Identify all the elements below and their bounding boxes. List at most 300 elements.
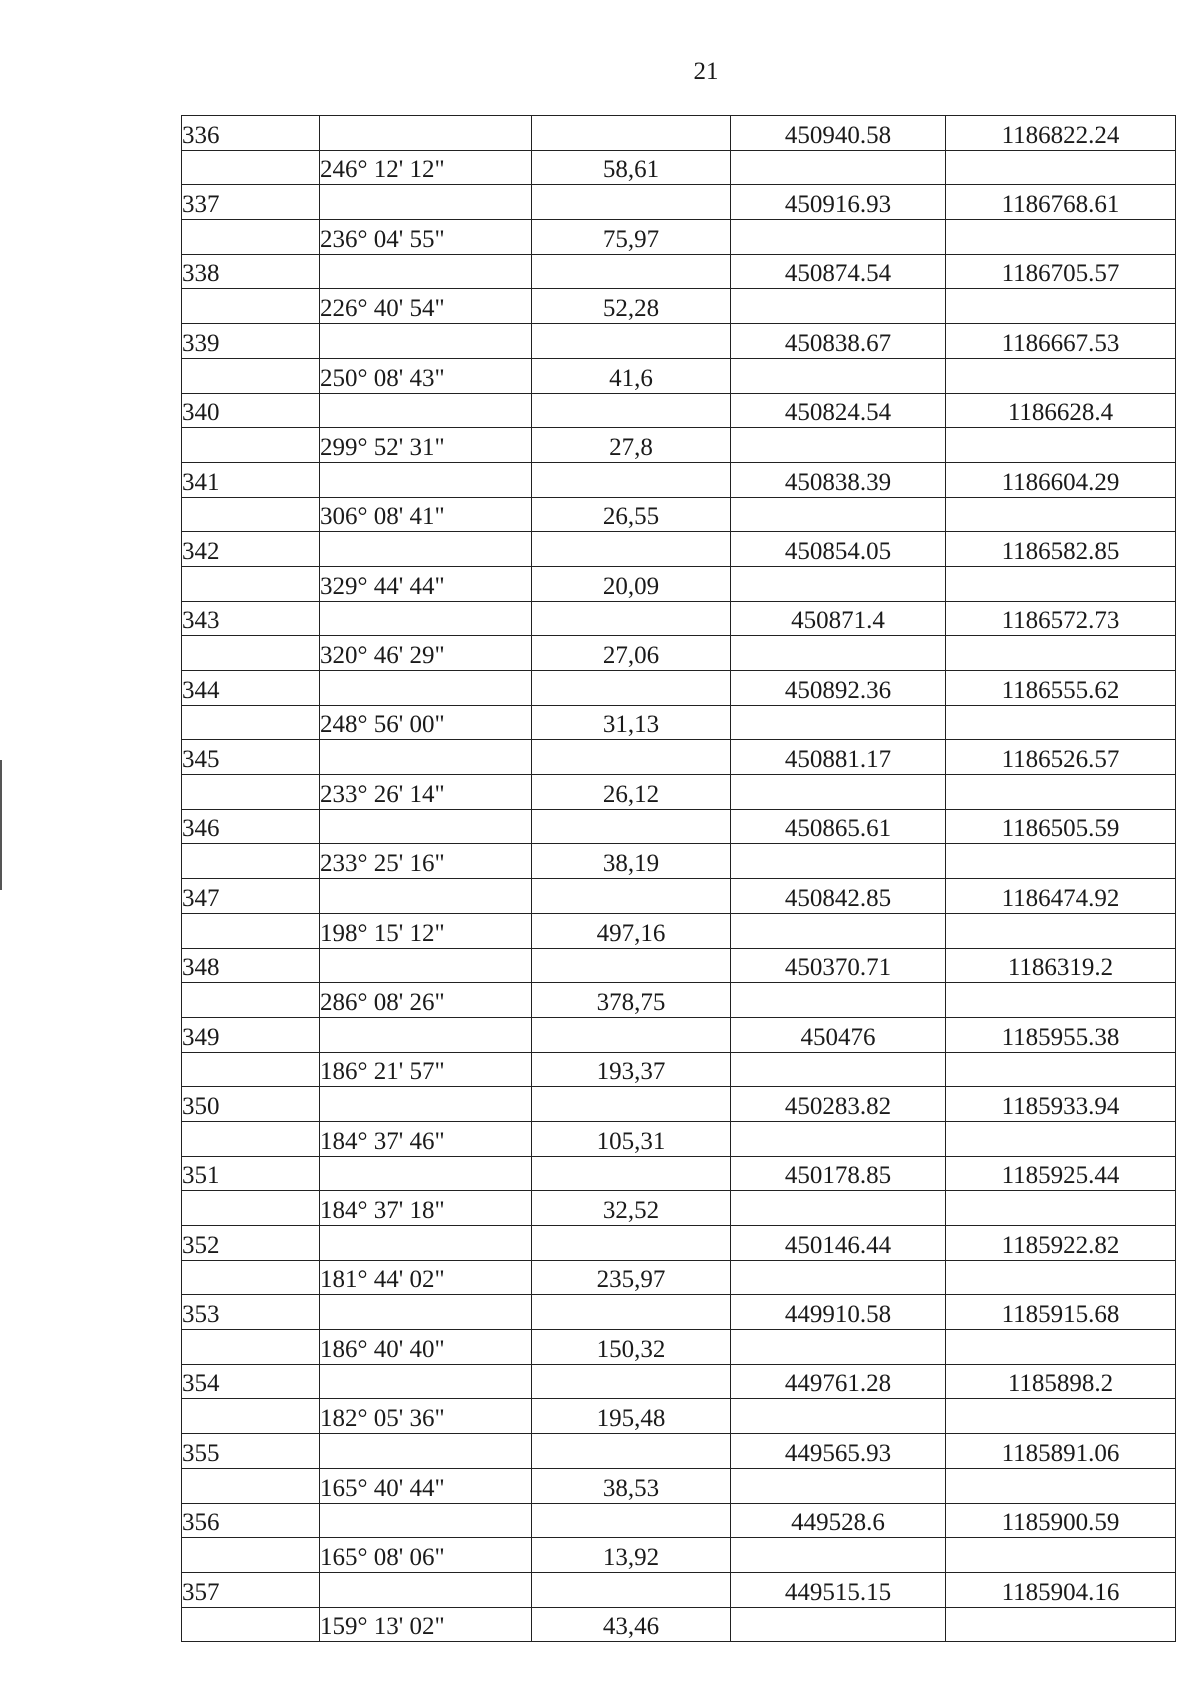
point-number-text: 339 [182, 329, 220, 357]
segment-row [182, 289, 1176, 324]
point-number-text: 336 [182, 121, 220, 149]
distance-text: 38,53 [602, 1474, 660, 1502]
bearing-angle-cell [320, 671, 532, 706]
distance-text: 32,52 [602, 1197, 660, 1224]
point-number-cell [182, 150, 320, 185]
segment-row [182, 983, 1176, 1018]
point-row [182, 1295, 1176, 1330]
y-coordinate-text: 1185898.2 [1007, 1370, 1114, 1398]
distance-text: 26,55 [602, 503, 660, 531]
distance-text: 58,61 [602, 156, 660, 184]
x-coordinate-text: 450871.4 [791, 607, 885, 635]
point-number-text: 345 [182, 746, 220, 774]
bearing-angle-cell [320, 1607, 532, 1642]
point-row [182, 116, 1176, 151]
bearing-angle-cell [320, 358, 532, 393]
distance-cell [532, 1260, 731, 1295]
x-coordinate-cell [731, 1434, 946, 1469]
point-number-cell [182, 1191, 320, 1226]
y-coordinate-text: 1185925.44 [1001, 1162, 1120, 1190]
point-row [182, 601, 1176, 636]
x-coordinate-text: 450865.61 [784, 815, 892, 843]
y-coordinate-text: 1186628.4 [1007, 399, 1114, 427]
y-coordinate-cell [946, 1503, 1176, 1538]
distance-cell [532, 566, 731, 601]
distance-cell [532, 254, 731, 289]
bearing-angle-cell [320, 1399, 532, 1434]
x-coordinate-cell [731, 1572, 946, 1607]
segment-row [182, 358, 1176, 393]
y-coordinate-cell [946, 358, 1176, 393]
bearing-angle-cell [320, 913, 532, 948]
distance-cell [532, 428, 731, 463]
segment-row [182, 220, 1176, 255]
x-coordinate-text: 450838.39 [784, 468, 892, 496]
y-coordinate-text: 1186768.61 [1001, 191, 1120, 219]
point-number-text: 344 [182, 676, 220, 704]
distance-cell [532, 1434, 731, 1469]
distance-cell [532, 1121, 731, 1156]
distance-cell [532, 1364, 731, 1399]
x-coordinate-text: 450881.17 [784, 746, 892, 774]
segment-row [182, 1330, 1176, 1365]
point-number-cell [182, 1364, 320, 1399]
distance-cell [532, 393, 731, 428]
bearing-angle-text: 181° 44' 02" [320, 1266, 445, 1294]
point-number-text: 346 [182, 815, 220, 843]
distance-cell [532, 1191, 731, 1226]
point-number-text: 340 [182, 399, 220, 427]
y-coordinate-text: 1185904.16 [1001, 1578, 1120, 1606]
y-coordinate-cell [946, 775, 1176, 810]
y-coordinate-cell [946, 601, 1176, 636]
point-row [182, 1434, 1176, 1469]
x-coordinate-cell [731, 1538, 946, 1573]
point-row [182, 948, 1176, 983]
distance-text: 235,97 [596, 1266, 666, 1294]
x-coordinate-cell [731, 983, 946, 1018]
distance-cell [532, 740, 731, 775]
y-coordinate-cell [946, 983, 1176, 1018]
distance-text: 195,48 [596, 1405, 666, 1433]
distance-cell [532, 185, 731, 220]
x-coordinate-cell [731, 1191, 946, 1226]
point-number-cell [182, 1226, 320, 1261]
y-coordinate-cell [946, 1607, 1176, 1642]
page-number: 21 [693, 58, 719, 85]
bearing-angle-text: 286° 08' 26" [320, 988, 445, 1016]
x-coordinate-cell [731, 913, 946, 948]
distance-cell [532, 913, 731, 948]
segment-row [182, 1191, 1176, 1226]
bearing-angle-cell [320, 809, 532, 844]
point-number-cell [182, 532, 320, 567]
distance-cell [532, 601, 731, 636]
point-number-text: 349 [182, 1023, 220, 1051]
bearing-angle-cell [320, 1260, 532, 1295]
segment-row [182, 1399, 1176, 1434]
x-coordinate-cell [731, 116, 946, 151]
x-coordinate-cell [731, 150, 946, 185]
x-coordinate-cell [731, 497, 946, 532]
x-coordinate-text: 450146.44 [784, 1231, 892, 1259]
x-coordinate-cell [731, 775, 946, 810]
distance-cell [532, 1226, 731, 1261]
bearing-angle-text: 182° 05' 36" [320, 1405, 445, 1433]
point-number-cell [182, 809, 320, 844]
bearing-angle-text: 233° 26' 14" [320, 780, 445, 808]
segment-row [182, 566, 1176, 601]
bearing-angle-cell [320, 1434, 532, 1469]
y-coordinate-text: 1186667.53 [1001, 329, 1120, 357]
coordinates-table [181, 115, 1176, 1642]
distance-text: 31,13 [602, 711, 660, 739]
point-number-cell [182, 1572, 320, 1607]
x-coordinate-cell [731, 462, 946, 497]
point-row [182, 1364, 1176, 1399]
y-coordinate-text: 1186572.73 [1001, 607, 1120, 635]
x-coordinate-cell [731, 1156, 946, 1191]
x-coordinate-text: 450892.36 [784, 676, 892, 704]
bearing-angle-text: 299° 52' 31" [320, 433, 445, 461]
distance-text: 150,32 [596, 1335, 666, 1363]
distance-cell [532, 775, 731, 810]
x-coordinate-text: 450370.71 [784, 954, 892, 982]
point-number-cell [182, 1017, 320, 1052]
point-row [182, 324, 1176, 359]
bearing-angle-cell [320, 1330, 532, 1365]
x-coordinate-text: 449761.28 [784, 1370, 892, 1398]
x-coordinate-cell [731, 705, 946, 740]
x-coordinate-cell [731, 879, 946, 914]
bearing-angle-cell [320, 844, 532, 879]
point-row [182, 254, 1176, 289]
bearing-angle-cell [320, 601, 532, 636]
distance-text: 13,92 [602, 1543, 660, 1571]
bearing-angle-text: 233° 25' 16" [320, 850, 445, 878]
y-coordinate-text: 1185933.94 [1001, 1092, 1120, 1120]
y-coordinate-cell [946, 1434, 1176, 1469]
y-coordinate-cell [946, 1399, 1176, 1434]
y-coordinate-text: 1186526.57 [1001, 746, 1120, 774]
point-row [182, 809, 1176, 844]
distance-text: 38,19 [602, 850, 660, 878]
point-number-cell [182, 220, 320, 255]
bearing-angle-cell [320, 775, 532, 810]
distance-cell [532, 879, 731, 914]
bearing-angle-cell [320, 1503, 532, 1538]
segment-row [182, 1052, 1176, 1087]
distance-cell [532, 532, 731, 567]
bearing-angle-cell [320, 428, 532, 463]
point-number-cell [182, 705, 320, 740]
distance-cell [532, 1017, 731, 1052]
y-coordinate-cell [946, 220, 1176, 255]
segment-row [182, 913, 1176, 948]
point-number-cell [182, 948, 320, 983]
point-number-cell [182, 428, 320, 463]
y-coordinate-cell [946, 289, 1176, 324]
point-number-cell [182, 913, 320, 948]
point-number-cell [182, 636, 320, 671]
segment-row [182, 1538, 1176, 1573]
bearing-angle-cell [320, 740, 532, 775]
x-coordinate-cell [731, 1087, 946, 1122]
x-coordinate-text: 450842.85 [784, 884, 892, 912]
y-coordinate-text: 1186705.57 [1001, 260, 1120, 288]
distance-text: 43,46 [602, 1613, 660, 1641]
y-coordinate-cell [946, 428, 1176, 463]
bearing-angle-text: 165° 40' 44" [320, 1474, 445, 1502]
x-coordinate-text: 449528.6 [791, 1509, 885, 1537]
point-row [182, 1156, 1176, 1191]
segment-row [182, 775, 1176, 810]
x-coordinate-cell [731, 809, 946, 844]
y-coordinate-cell [946, 185, 1176, 220]
point-row [182, 532, 1176, 567]
y-coordinate-cell [946, 497, 1176, 532]
bearing-angle-cell [320, 462, 532, 497]
point-number-cell [182, 254, 320, 289]
y-coordinate-cell [946, 566, 1176, 601]
bearing-angle-cell [320, 948, 532, 983]
x-coordinate-cell [731, 1607, 946, 1642]
distance-cell [532, 1399, 731, 1434]
bearing-angle-text: 306° 08' 41" [320, 503, 445, 531]
distance-text: 105,31 [596, 1127, 666, 1155]
point-number-text: 341 [182, 468, 220, 496]
bearing-angle-cell [320, 254, 532, 289]
bearing-angle-cell [320, 566, 532, 601]
point-number-text: 357 [182, 1578, 220, 1606]
point-row [182, 879, 1176, 914]
y-coordinate-cell [946, 1017, 1176, 1052]
x-coordinate-cell [731, 532, 946, 567]
x-coordinate-text: 450874.54 [784, 260, 892, 288]
point-number-cell [182, 116, 320, 151]
point-number-text: 337 [182, 191, 220, 219]
y-coordinate-cell [946, 1087, 1176, 1122]
distance-cell [532, 324, 731, 359]
point-number-cell [182, 1295, 320, 1330]
x-coordinate-text: 449565.93 [784, 1439, 892, 1467]
bearing-angle-cell [320, 1572, 532, 1607]
x-coordinate-cell [731, 601, 946, 636]
bearing-angle-cell [320, 1087, 532, 1122]
x-coordinate-cell [731, 636, 946, 671]
distance-cell [532, 636, 731, 671]
y-coordinate-cell [946, 636, 1176, 671]
point-row [182, 1226, 1176, 1261]
bearing-angle-cell [320, 393, 532, 428]
distance-cell [532, 358, 731, 393]
point-number-cell [182, 497, 320, 532]
y-coordinate-cell [946, 150, 1176, 185]
x-coordinate-cell [731, 1226, 946, 1261]
distance-cell [532, 1156, 731, 1191]
segment-row [182, 1607, 1176, 1642]
y-coordinate-cell [946, 1364, 1176, 1399]
distance-cell [532, 116, 731, 151]
point-number-text: 350 [182, 1092, 220, 1120]
distance-text: 193,37 [596, 1058, 666, 1086]
point-number-text: 352 [182, 1231, 220, 1259]
distance-cell [532, 462, 731, 497]
y-coordinate-cell [946, 116, 1176, 151]
bearing-angle-cell [320, 1052, 532, 1087]
y-coordinate-text: 1186822.24 [1001, 121, 1120, 149]
segment-row [182, 497, 1176, 532]
bearing-angle-cell [320, 1295, 532, 1330]
point-number-text: 347 [182, 884, 220, 912]
y-coordinate-cell [946, 705, 1176, 740]
point-row [182, 1017, 1176, 1052]
distance-text: 41,6 [609, 364, 653, 392]
x-coordinate-text: 449910.58 [784, 1301, 892, 1329]
x-coordinate-text: 450178.85 [784, 1162, 892, 1190]
x-coordinate-text: 449515.15 [784, 1578, 892, 1606]
y-coordinate-cell [946, 462, 1176, 497]
point-number-cell [182, 358, 320, 393]
point-row [182, 1572, 1176, 1607]
scan-edge-mark [0, 760, 2, 890]
bearing-angle-text: 186° 21' 57" [320, 1058, 445, 1086]
coordinates-table-body [182, 116, 1176, 1642]
bearing-angle-text: 165° 08' 06" [320, 1543, 445, 1571]
bearing-angle-text: 248° 56' 00" [320, 711, 445, 739]
point-number-text: 348 [182, 954, 220, 982]
y-coordinate-cell [946, 1156, 1176, 1191]
point-number-text: 338 [182, 260, 220, 288]
point-row [182, 462, 1176, 497]
distance-cell [532, 844, 731, 879]
x-coordinate-text: 450824.54 [784, 399, 892, 427]
distance-text: 26,12 [602, 780, 660, 808]
point-number-cell [182, 324, 320, 359]
bearing-angle-cell [320, 1121, 532, 1156]
distance-text: 378,75 [596, 988, 666, 1016]
y-coordinate-text: 1186555.62 [1001, 676, 1120, 704]
x-coordinate-cell [731, 948, 946, 983]
point-number-cell [182, 289, 320, 324]
distance-cell [532, 1572, 731, 1607]
point-number-cell [182, 1434, 320, 1469]
y-coordinate-text: 1186474.92 [1001, 884, 1120, 912]
distance-cell [532, 705, 731, 740]
y-coordinate-cell [946, 324, 1176, 359]
x-coordinate-cell [731, 1052, 946, 1087]
point-number-cell [182, 1538, 320, 1573]
x-coordinate-cell [731, 1468, 946, 1503]
x-coordinate-cell [731, 566, 946, 601]
bearing-angle-cell [320, 185, 532, 220]
bearing-angle-cell [320, 1156, 532, 1191]
y-coordinate-cell [946, 844, 1176, 879]
bearing-angle-text: 184° 37' 46" [320, 1127, 445, 1155]
point-number-cell [182, 775, 320, 810]
point-number-cell [182, 740, 320, 775]
point-number-text: 353 [182, 1301, 220, 1329]
distance-cell [532, 809, 731, 844]
bearing-angle-text: 246° 12' 12" [320, 156, 445, 184]
distance-text: 75,97 [602, 225, 660, 253]
distance-text: 27,8 [609, 433, 653, 461]
point-number-cell [182, 879, 320, 914]
distance-cell [532, 497, 731, 532]
point-row [182, 185, 1176, 220]
point-number-cell [182, 1121, 320, 1156]
y-coordinate-text: 1186319.2 [1007, 954, 1114, 982]
y-coordinate-text: 1185891.06 [1001, 1439, 1120, 1467]
distance-cell [532, 1052, 731, 1087]
y-coordinate-cell [946, 1260, 1176, 1295]
x-coordinate-cell [731, 428, 946, 463]
point-number-cell [182, 1156, 320, 1191]
bearing-angle-cell [320, 532, 532, 567]
point-number-cell [182, 462, 320, 497]
y-coordinate-cell [946, 948, 1176, 983]
point-number-text: 343 [182, 607, 220, 635]
distance-cell [532, 1503, 731, 1538]
y-coordinate-cell [946, 1191, 1176, 1226]
y-coordinate-text: 1185955.38 [1001, 1023, 1120, 1051]
x-coordinate-cell [731, 254, 946, 289]
point-number-cell [182, 185, 320, 220]
y-coordinate-cell [946, 393, 1176, 428]
y-coordinate-text: 1185915.68 [1001, 1301, 1120, 1329]
y-coordinate-cell [946, 1330, 1176, 1365]
x-coordinate-text: 450476 [800, 1023, 876, 1051]
point-number-cell [182, 1503, 320, 1538]
bearing-angle-cell [320, 1364, 532, 1399]
bearing-angle-cell [320, 1468, 532, 1503]
distance-cell [532, 671, 731, 706]
bearing-angle-cell [320, 289, 532, 324]
bearing-angle-text: 320° 46' 29" [320, 642, 445, 669]
bearing-angle-cell [320, 220, 532, 255]
point-row [182, 393, 1176, 428]
segment-row [182, 150, 1176, 185]
distance-cell [532, 150, 731, 185]
bearing-angle-text: 226° 40' 54" [320, 295, 445, 323]
bearing-angle-text: 159° 13' 02" [320, 1613, 445, 1641]
x-coordinate-cell [731, 185, 946, 220]
point-number-cell [182, 671, 320, 706]
bearing-angle-cell [320, 1017, 532, 1052]
bearing-angle-text: 236° 04' 55" [320, 225, 445, 253]
distance-text: 52,28 [602, 295, 660, 323]
bearing-angle-text: 186° 40' 40" [320, 1335, 445, 1363]
point-number-cell [182, 844, 320, 879]
y-coordinate-cell [946, 1572, 1176, 1607]
bearing-angle-cell [320, 636, 532, 671]
segment-row [182, 636, 1176, 671]
point-number-cell [182, 1468, 320, 1503]
x-coordinate-cell [731, 324, 946, 359]
point-number-cell [182, 566, 320, 601]
segment-row [182, 1260, 1176, 1295]
bearing-angle-cell [320, 1226, 532, 1261]
y-coordinate-cell [946, 879, 1176, 914]
x-coordinate-cell [731, 1330, 946, 1365]
x-coordinate-cell [731, 1399, 946, 1434]
bearing-angle-cell [320, 497, 532, 532]
segment-row [182, 705, 1176, 740]
bearing-angle-cell [320, 116, 532, 151]
distance-cell [532, 220, 731, 255]
bearing-angle-cell [320, 983, 532, 1018]
bearing-angle-cell [320, 1191, 532, 1226]
